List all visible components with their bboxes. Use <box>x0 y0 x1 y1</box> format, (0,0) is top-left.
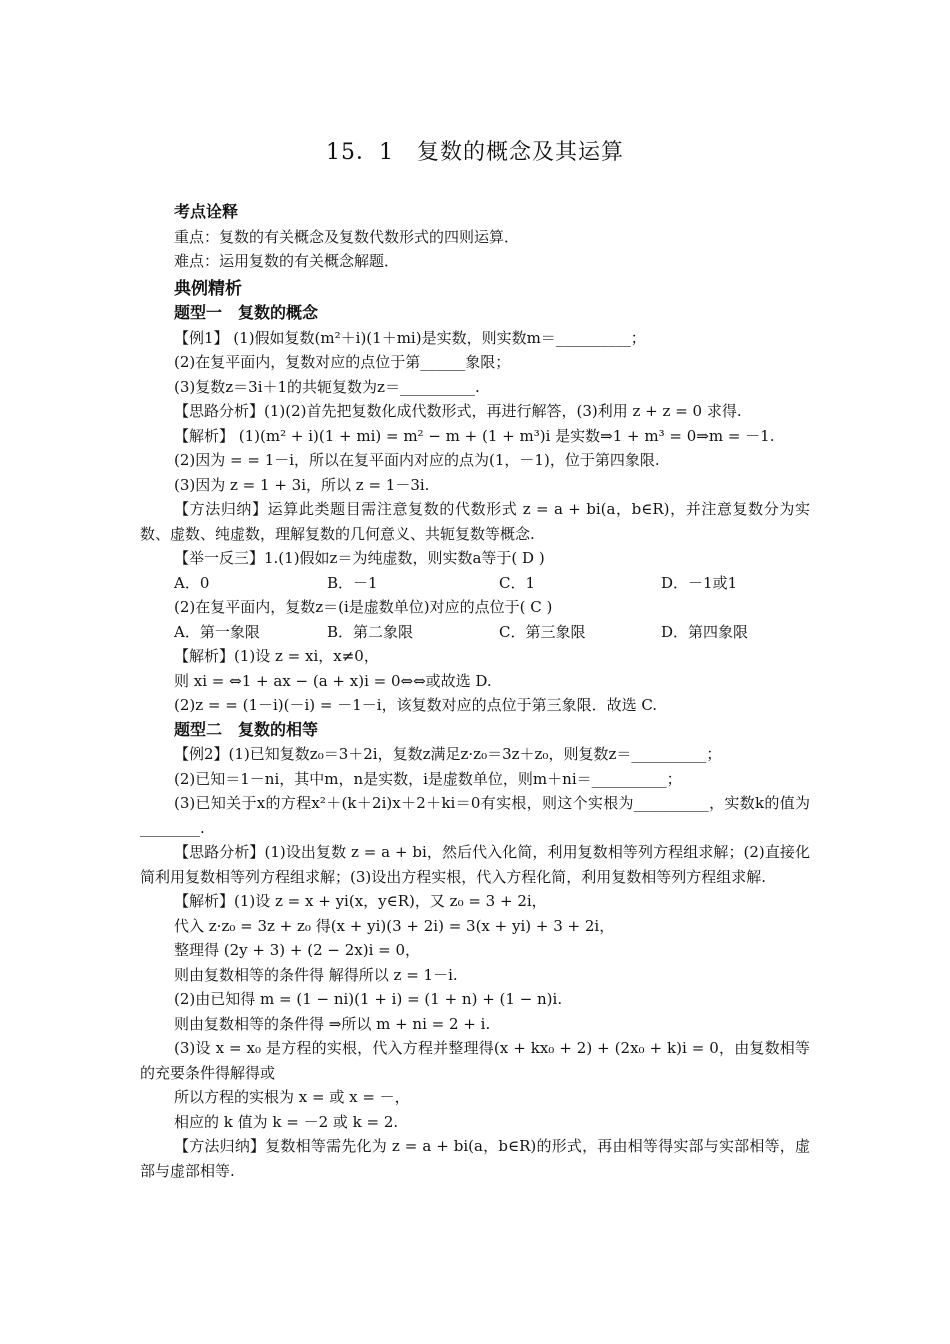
practice-2-options <box>140 620 810 645</box>
example-2-solution-2-result: 则由复数相等的条件得 ⇒所以 m + ni = 2 + i. <box>174 1014 491 1033</box>
section-heading-key-points: 考点诠释 <box>174 202 239 221</box>
practice-solution-2: (2)z = = (1－i)(－i) = －1－i，该复数对应的点位于第三象限．故选 C. <box>174 696 658 714</box>
example-1-question-2: (2)在复平面内，复数对应的点位于第______象限； <box>174 353 511 371</box>
example-1-analysis: 【思路分析】(1)(2)首先把复数化成代数形式，再进行解答，(3)利用 z + z = 0 求得. <box>174 402 742 420</box>
subheading-type-two: 题型二 复数的相等 <box>174 719 319 739</box>
example-2-solution-1-result: 则由复数相等的条件得 解得所以 z = 1－i. <box>174 965 458 984</box>
example-2-question-2: (2)已知＝1－ni，其中m，n是实数，i是虚数单位，则m＋ni＝__________； <box>174 769 682 788</box>
difficulty-line: 难点：运用复数的有关概念解题． <box>174 252 400 270</box>
example-1-method-summary: 【方法归纳】运算此类题目需注意复数的代数形式 z = a + bi(a，b∈R)，并注意复数分为实数、虚数、纯虚数，理解复数的几何意义、共轭复数等概念. <box>140 500 810 543</box>
example-2-question-3: (3)已知关于x的方程x²＋(k＋2i)x＋2＋ki＝0有实根，则这个实根为__________，实数k的值为________. <box>140 794 810 837</box>
option-c: C．第三象限 <box>499 622 586 641</box>
practice-1-options <box>140 571 810 596</box>
example-2-solution-3-k: 相应的 k 值为 k = －2 或 k = 2. <box>174 1112 399 1131</box>
document-body <box>140 200 810 1183</box>
section-heading-examples: 典例精析 <box>174 278 242 299</box>
example-2-solution-1-step: 代入 z·z₀ = 3z + z₀ 得(x + yi)(3 + 2i) = 3(x + yi) + 3 + 2i， <box>174 916 615 935</box>
example-1-question-3: (3)复数z＝3i＋1的共轭复数为z＝__________. <box>174 377 480 396</box>
example-2-solution-1-step: 整理得 (2y + 3) + (2 − 2x)i = 0， <box>174 941 421 959</box>
option-a: A．第一象限 <box>174 622 260 641</box>
example-2-question-1: 【例2】(1)已知复数z₀＝3＋2i，复数z满足z·z₀＝3z＋z₀，则复数z＝__________； <box>174 745 722 763</box>
example-2-analysis: 【思路分析】(1)设出复数 z = a + bi，然后代入化简，利用复数相等列方程组求解；(2)直接化简利用复数相等列方程组求解；(3)设出方程实根，代入方程化简，利用复数相等列方程组求解. <box>140 843 810 886</box>
key-point-line: 重点：复数的有关概念及复数代数形式的四则运算． <box>174 227 520 246</box>
page-title: 15．1 复数的概念及其运算 <box>326 140 624 165</box>
example-2-solution-2: (2)由已知得 m = (1 − ni)(1 + i) = (1 + n) + (1 − n)i. <box>174 990 563 1008</box>
option-c: C．1 <box>499 573 536 592</box>
example-2-solution-3: (3)设 x = x₀ 是方程的实根，代入方程并整理得(x + kx₀ + 2) + (2x₀ + k)i = 0，由复数相等的充要条件得解得或 <box>140 1039 810 1082</box>
practice-question-2: (2)在复平面内，复数z＝(i是虚数单位)对应的点位于( C ) <box>174 598 553 616</box>
example-1-solution-3: (3)因为 z = 1 + 3i，所以 z = 1－3i. <box>174 475 430 494</box>
example-1-solution-1: 【解析】 (1)(m² + i)(1 + mi) = m² − m + (1 + m³)i 是实数⇒1 + m³ = 0⇒m = －1. <box>174 426 775 445</box>
practice-solution-1: 【解析】(1)设 z = xi，x≠0， <box>174 647 379 665</box>
example-2-solution-1: 【解析】(1)设 z = x + yi(x，y∈R)，又 z₀ = 3 + 2i， <box>174 892 547 910</box>
example-2-solution-3-roots: 所以方程的实根为 x = 或 x = －， <box>174 1088 410 1106</box>
option-d: D．第四象限 <box>661 622 749 641</box>
example-1-question-1: 【例1】 (1)假如复数(m²＋i)(1＋mi)是实数，则实数m＝__________； <box>174 328 646 347</box>
option-b: B．－1 <box>327 573 378 592</box>
subheading-type-one: 题型一 复数的概念 <box>174 303 319 322</box>
option-a: A．0 <box>174 573 210 592</box>
option-b: B．第二象限 <box>327 622 414 641</box>
practice-question-1: 【举一反三】1.(1)假如z＝为纯虚数，则实数a等于( D ) <box>174 549 545 567</box>
example-1-solution-2: (2)因为 = = 1－i，所以在复平面内对应的点为(1，－1)，位于第四象限. <box>174 451 660 469</box>
example-2-method-summary: 【方法归纳】复数相等需先化为 z = a + bi(a，b∈R)的形式，再由相等得实部与实部相等，虚部与虚部相等. <box>140 1137 810 1180</box>
option-d: D．－1或1 <box>661 573 738 592</box>
practice-solution-1-cont: 则 xi = ⇔1 + ax − (a + x)i = 0⇔⇔或故选 D. <box>174 671 492 690</box>
